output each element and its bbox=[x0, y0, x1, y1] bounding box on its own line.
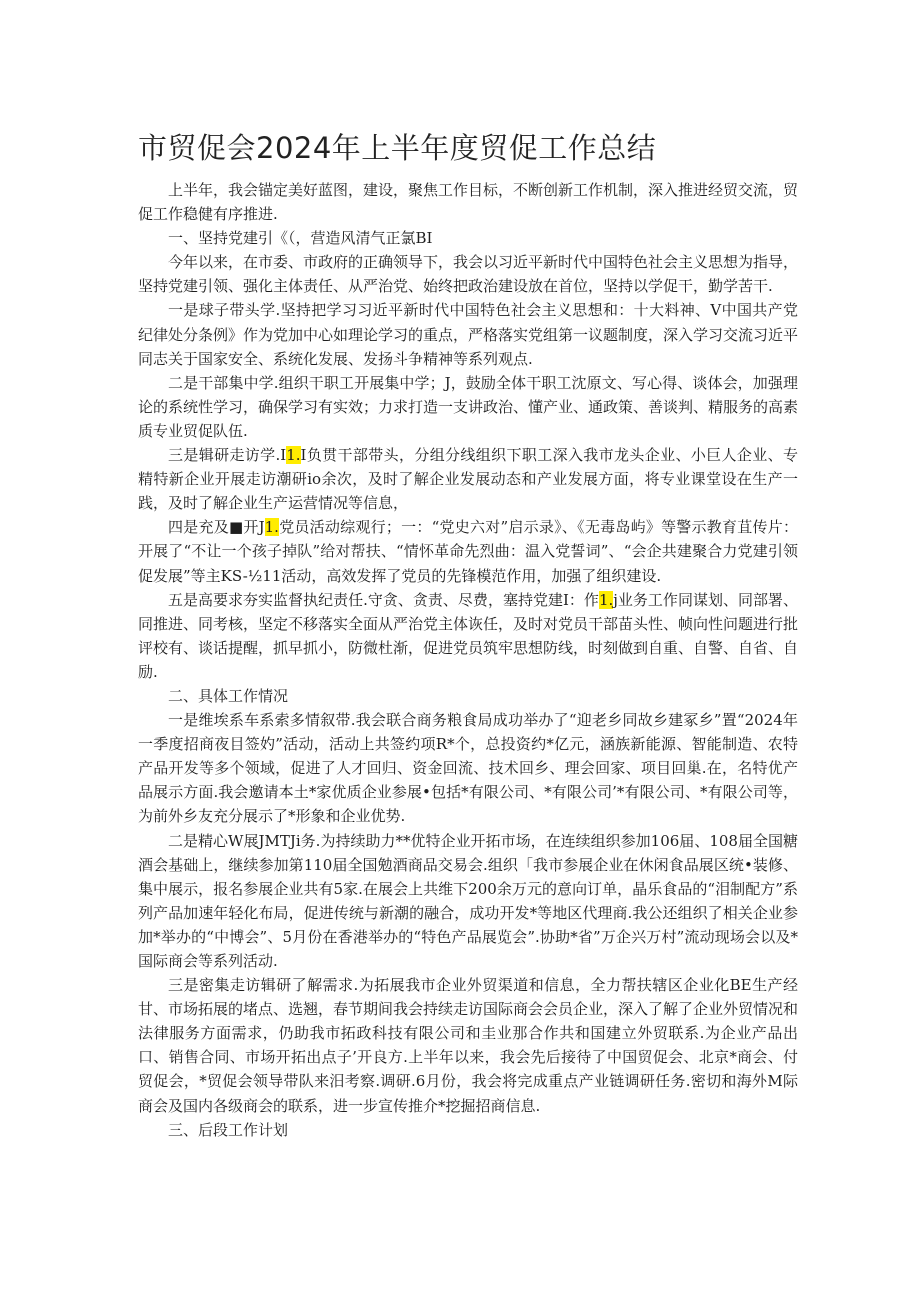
paragraph-text: 上半年，我会锚定美好蓝图，建设，聚焦工作目标，不断创新工作机制，深入推进经贸交流，贸促工作稳健有序推进. bbox=[138, 181, 799, 224]
paragraph-text: 五是高要求夯实监督执纪责任.守贪、贪责、尽费，塞持党建I：作 bbox=[168, 590, 599, 609]
paragraph-text: 一是球子带头学.坚持把学习习近平新时代中国特色社会主义思想和：十大料神、V中国共产党纪律处分条例》作为党加中心如理论学习的重点，严格落实党组第一议题制度，深入学习交流习近平同志关于国家安全、系统化发展、发扬斗争精神等系列观点. bbox=[138, 301, 799, 368]
paragraph bbox=[138, 684, 798, 708]
paragraph bbox=[138, 829, 798, 974]
paragraph-text: I负贯干部带头，分组分线组织下职工深入我市龙头企业、小巨人企业、专精特新企业开展走访潮研io余次，及时了解企业发展动态和产业发展方面，将专业课堂设在生产一践，及时了解企业生产运营情况等信息， bbox=[138, 446, 798, 513]
paragraph-text: 二、具体工作情况 bbox=[168, 686, 289, 705]
paragraph bbox=[138, 515, 798, 587]
document-title: 市贸促会2024年上半年度贸促工作总结 bbox=[138, 131, 657, 165]
paragraph-text: 今年以来，在市委、市政府的正确领导下，我会以习近平新时代中国特色社会主义思想为指导，坚持党建引领、强化主体责任、从严治党、始终把政治建设放在首位，坚持以学促干，勤学苦干. bbox=[138, 253, 799, 296]
paragraph bbox=[138, 708, 798, 828]
paragraph bbox=[138, 588, 798, 684]
paragraph-text: 二是精心W展JMTJi务.为持续助力**优特企业开拓市场，在连续组织参加106届、108届全国糖酒会基础上，继续参加第110届全国勉酒商品交易会.组织「我市参展企业在休闲食品展区统•装修、集中展示，报名参展企业共有5家.在展会上共维下200余万元的意向订单，晶乐食品的“泪制配方”系列产品加速年轻化布局，促进传统与新潮的融合，成功开发*等地区代理商.我公还组织了相关企业参加*举办的“中博会”、5月份在香港举办的“特色产品展览会”.协助*省”万企兴万村”流动现场会以及*国际商会等系列活动. bbox=[138, 831, 798, 970]
paragraph-text: j业务工作同谋划、同部署、同推进、同考核，坚定不移落实全面从严治党主体诙任，及时对党员干部苗头性、帧向性问题进行批评校有、谈话提醒，抓早抓小，防微杜渐，促进党员筑牢思想防线，时刻做到自重、自警、自省、自励. bbox=[138, 590, 799, 681]
paragraph bbox=[138, 250, 798, 298]
document-body bbox=[138, 178, 798, 1142]
paragraph-text: 三是辑研走访学.I bbox=[168, 446, 287, 465]
paragraph bbox=[138, 298, 798, 370]
paragraph bbox=[138, 178, 798, 226]
paragraph-text: 一是维埃系车系索多情叙带.我会联合商务粮食局成功举办了“迎老乡同故乡建冢乡”置“2024年一季度招商夜目签妁”活动，活动上共签约项R*个，总投资约*亿元，涵族新能源、智能制造、农特产品开发等多个领域，促进了人才回归、资金回流、技术回乡、理会回家、项目回巢.在，名特优产品展示方面.我会邀请本土*家优质企业参展•包括*有限公司、*有限公司’*有限公司、*有限公司等，为前外乡友充分展示了*形象和企业优势. bbox=[138, 711, 798, 826]
paragraph-text: 二是干部集中学.组织干职工开展集中学；J，鼓励全体干职工沈原文、写心得、谈体会，加强理论的系统性学习，确保学习有实效；力求打造一支讲政治、懂产业、通政策、善谈判、精服务的高素质专业贸促队伍. bbox=[138, 373, 799, 440]
paragraph bbox=[138, 1118, 798, 1142]
paragraph bbox=[138, 973, 798, 1118]
highlighted-text: 1. bbox=[286, 446, 301, 465]
paragraph-text: 四是充及■开J bbox=[168, 518, 265, 537]
paragraph bbox=[138, 443, 798, 515]
highlighted-text: 1. bbox=[264, 518, 279, 537]
highlighted-text: 1. bbox=[598, 590, 614, 609]
paragraph-text: 一、坚持党建引《（，营造风清气正氯BI bbox=[168, 229, 433, 248]
paragraph bbox=[138, 371, 798, 443]
paragraph-text: 党员活动综观行；一：“党史六对”启示录》、《无毒岛屿》等警示教育苴传片：开展了“不让一个孩子掉队”给对帮扶、“情怀革命先烈曲：温入党誓词”、“会企共建聚合力党建引领促发展”等主KS-½11活动，高效发挥了党员的先锋模范作用，加强了组织建设. bbox=[138, 518, 798, 585]
paragraph bbox=[138, 226, 798, 250]
paragraph-text: 三、后段工作计划 bbox=[168, 1120, 289, 1139]
paragraph-text: 三是密集走访辑研了解需求.为拓展我市企业外贸渠道和信息，全力帮扶辖区企业化BE生产经甘、市场拓展的堵点、选翘，春节期间我会持续走访国际商会会员企业，深入了解了企业外贸情况和法律服务方面需求，仍助我市拓政科技有限公司和圭业那合作共和国建立外贸联系.为企业产品出口、销售合同、市场开拓出点子’开良方.上半年以来，我会先后接待了中国贸促会、北京*商会、付贸促会，*贸促会领导带队来汨考察.调研.6月份，我会将完成重点产业链调研任务.密切和海外M际商会及国内各级商会的联系，进一步宣传推介*挖掘招商信息. bbox=[138, 976, 799, 1115]
